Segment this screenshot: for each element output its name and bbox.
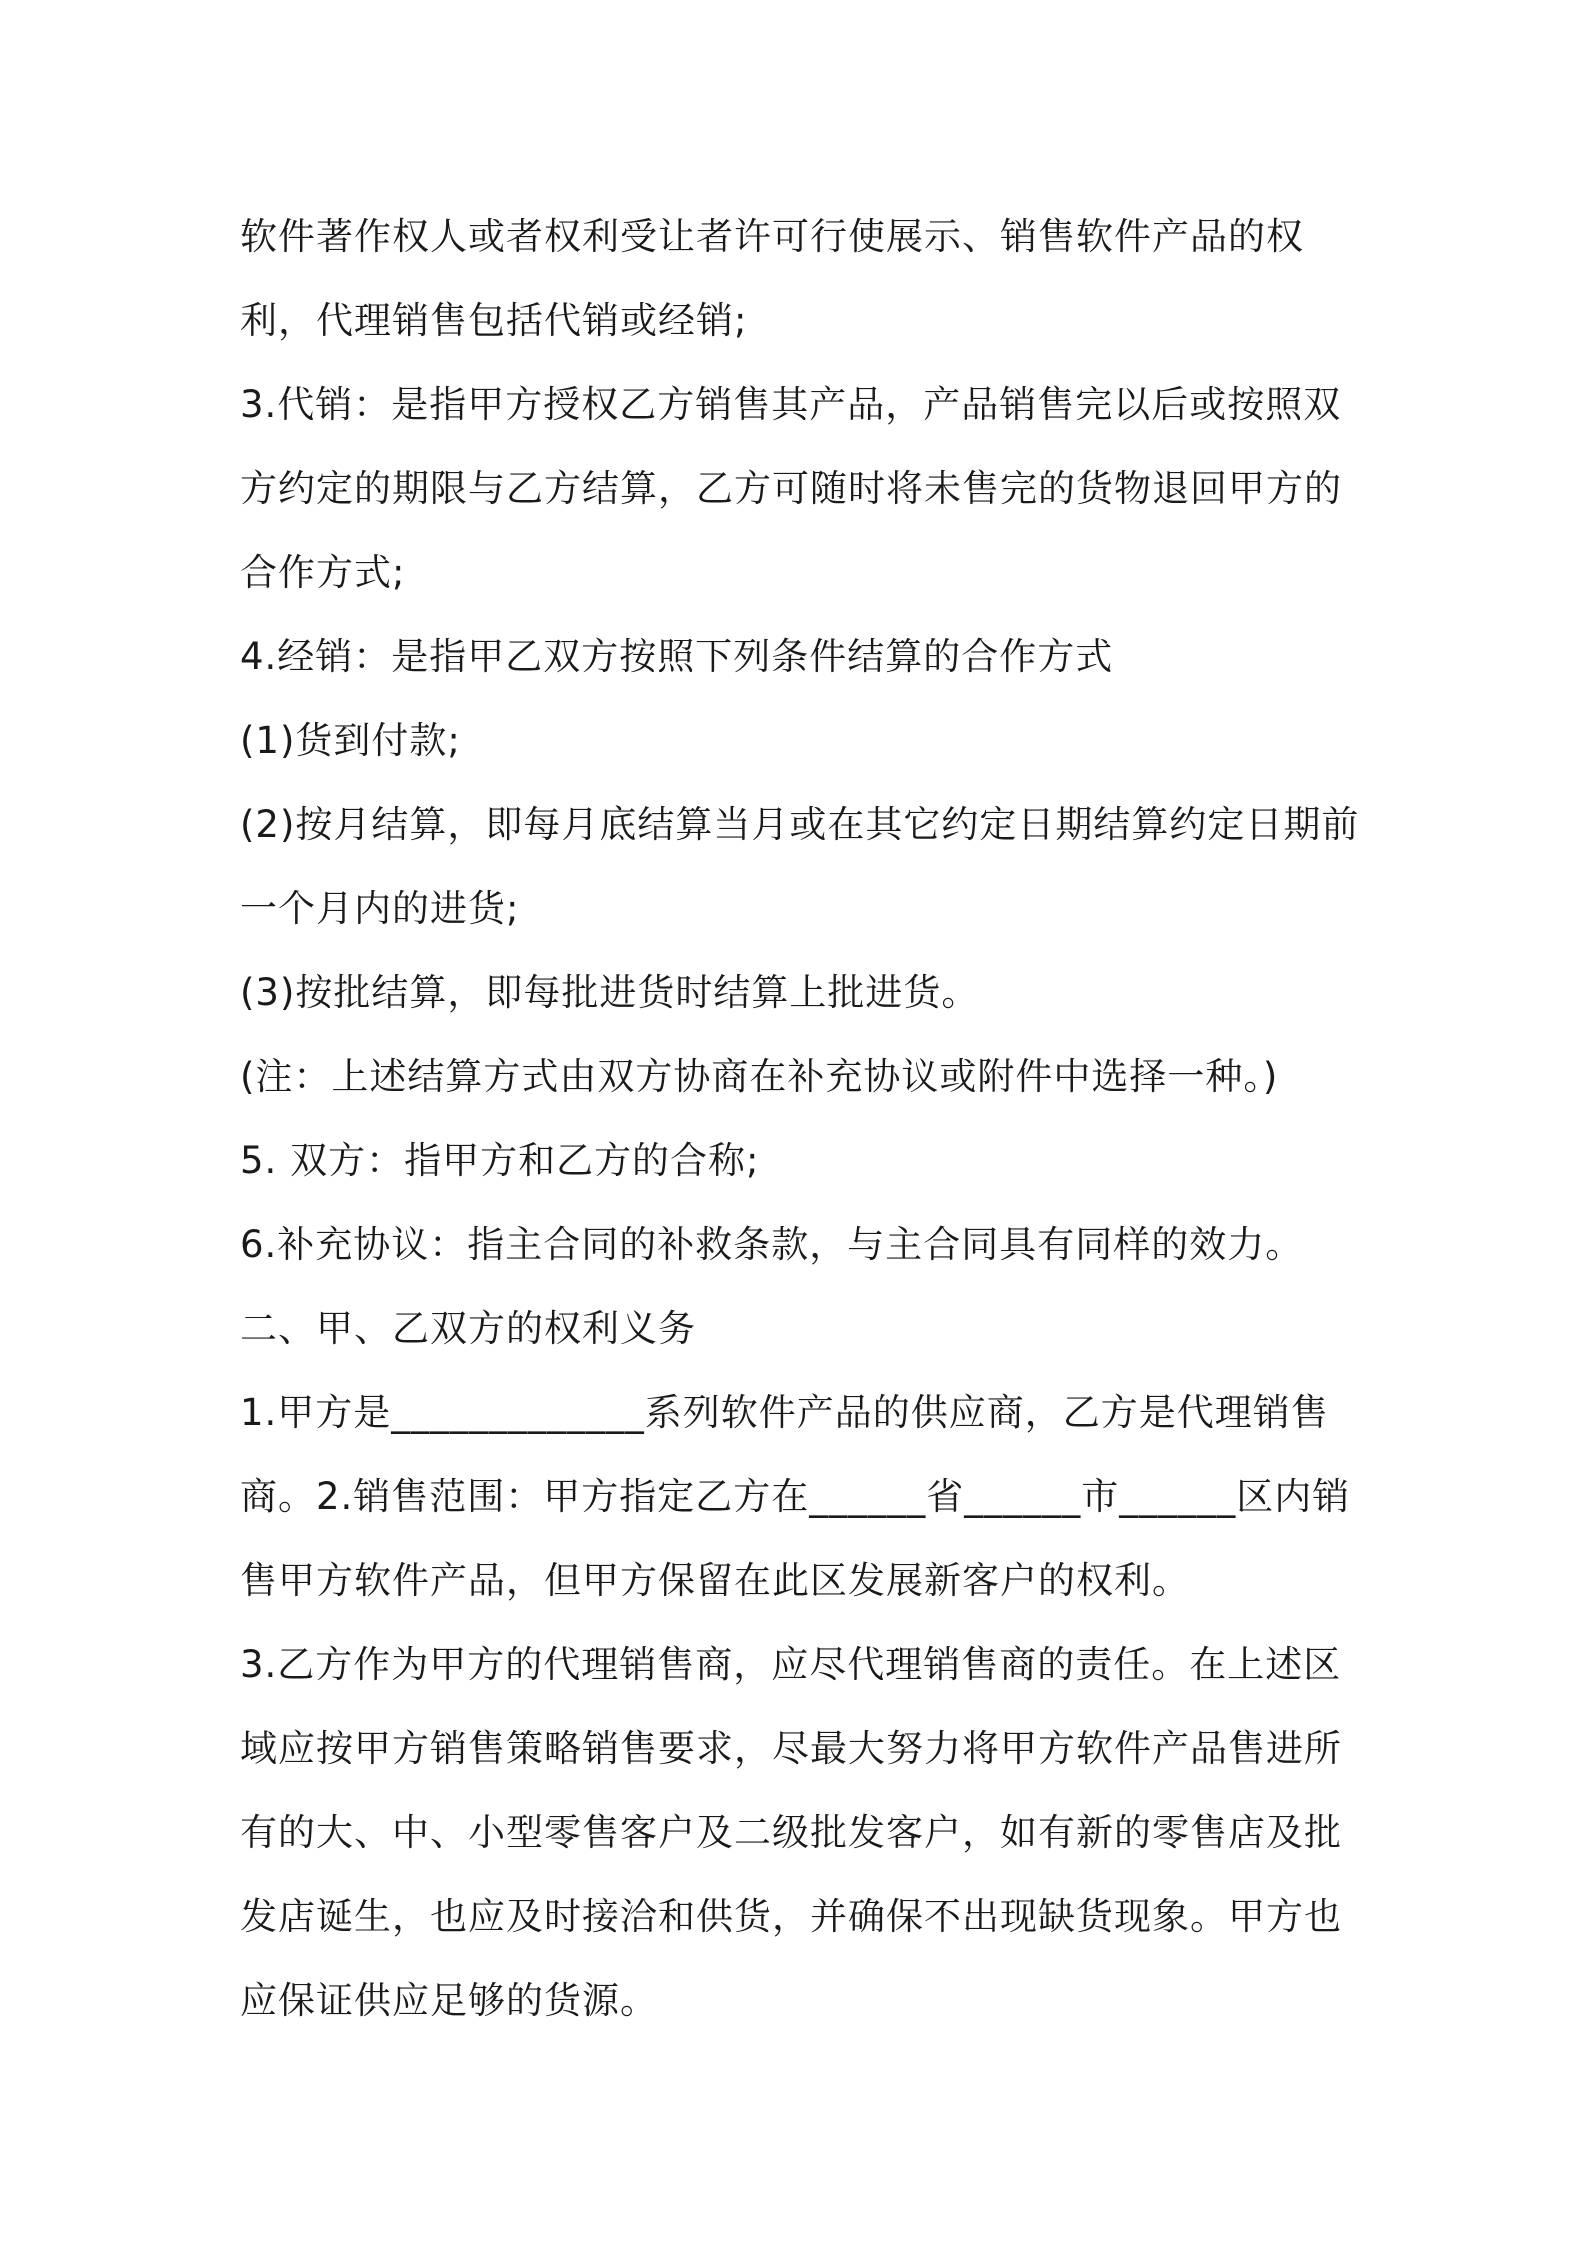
paragraph-monthly-settlement: (2)按月结算，即每月底结算当月或在其它约定日期结算约定日期前一个月内的进货;: [240, 803, 1360, 930]
document-body: [240, 195, 1360, 2043]
paragraph-supplier-and-sales-area: 1.甲方是_____________系列软件产品的供应商，乙方是代理销售商。2.销售范围：甲方指定乙方在______省______市______区内销售甲方软件产品，但甲方保留在此区发展新客户的权利。: [240, 1391, 1351, 1602]
paragraph-consignment: 3.代销：是指甲方授权乙方销售其产品，产品销售完以后或按照双方约定的期限与乙方结算，乙方可随时将未售完的货物退回甲方的合作方式;: [240, 383, 1342, 594]
paragraph-settlement-note: (注：上述结算方式由双方协商在补充协议或附件中选择一种。): [240, 1055, 1279, 1098]
paragraph-cash-on-delivery: (1)货到付款;: [240, 719, 461, 762]
paragraph-agent-responsibility: 3.乙方作为甲方的代理销售商，应尽代理销售商的责任。在上述区域应按甲方销售策略销售要求，尽最大努力将甲方软件产品售进所有的大、中、小型零售客户及二级批发客户，如有新的零售店及批发店诞生，也应及时接洽和供货，并确保不出现缺货现象。甲方也应保证供应足够的货源。: [240, 1643, 1342, 2022]
paragraph-distribution: 4.经销：是指甲乙双方按照下列条件结算的合作方式: [240, 635, 1114, 678]
paragraph-both-parties: 5. 双方：指甲方和乙方的合称;: [240, 1139, 760, 1182]
paragraph-definition-license: 软件著作权人或者权利受让者许可行使展示、销售软件产品的权利，代理销售包括代销或经销;: [240, 215, 1304, 342]
paragraph-batch-settlement: (3)按批结算，即每批进货时结算上批进货。: [240, 971, 980, 1014]
paragraph-supplementary-agreement: 6.补充协议：指主合同的补救条款，与主合同具有同样的效力。二、甲、乙双方的权利义务: [240, 1223, 1304, 1350]
